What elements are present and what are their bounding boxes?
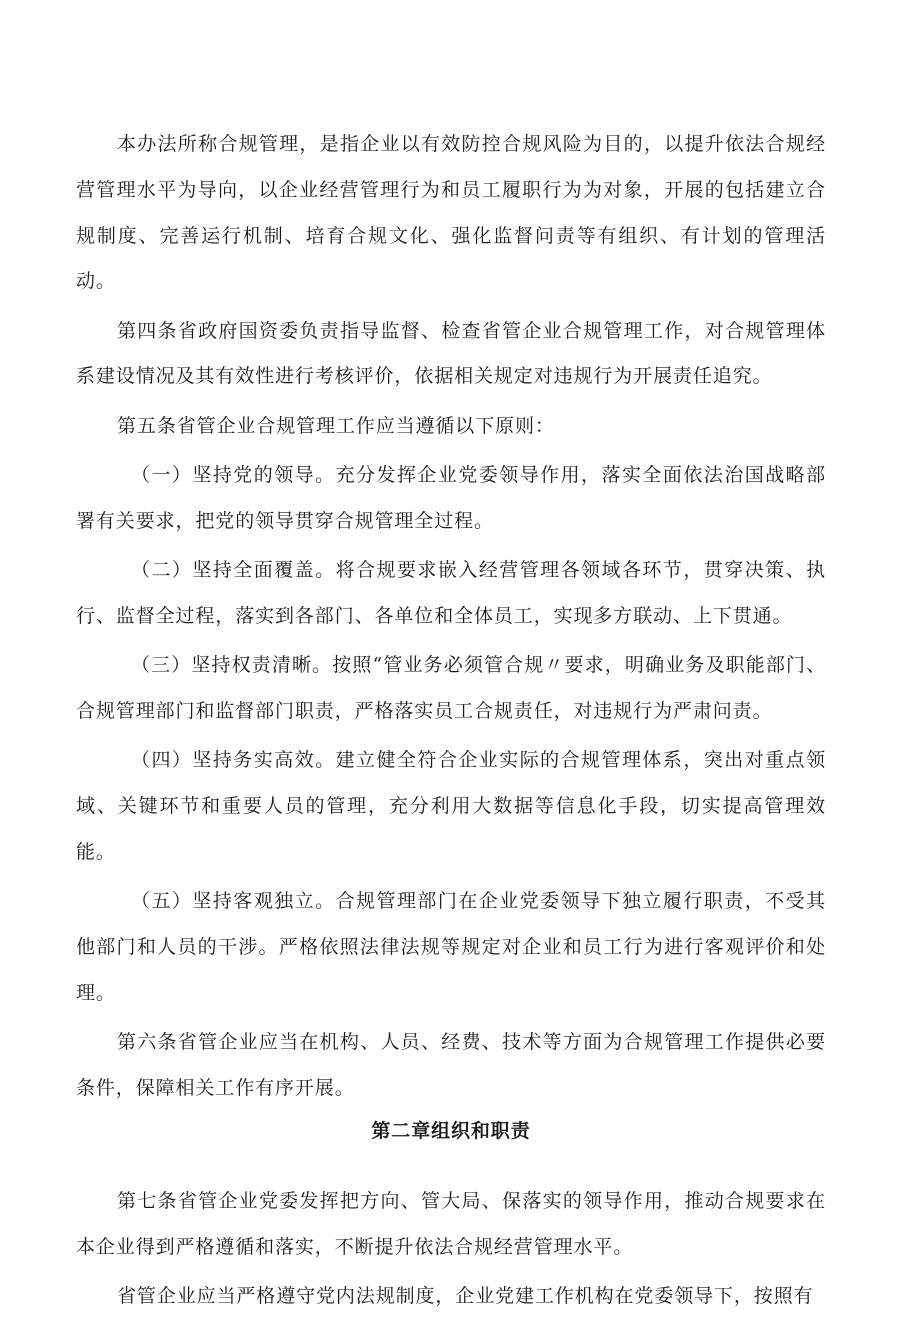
chapter-heading: 第二章组织和职责 [371, 1120, 531, 1143]
document-body [76, 122, 826, 1324]
paragraph-article-4: 第四条省政府国资委负责指导监督、检查省管企业合规管理工作，对合规管理体系建设情况及其有效性进行考核评价，依据相关规定对违规行为开展责任追究。 [76, 319, 826, 388]
paragraph-principle-5: （五）坚持客观独立。合规管理部门在企业党委领导下独立履行职责，不受其他部门和人员的干涉。严格依照法律法规等规定对企业和员工行为进行客观评价和处理。 [76, 890, 826, 1004]
paragraph-party-rules: 省管企业应当严格遵守党内法规制度，企业党建工作机构在党委领导下，按照有 [117, 1285, 814, 1308]
paragraph-article-5: 第五条省管企业合规管理工作应当遵循以下原则： [117, 414, 555, 437]
paragraph-principle-1: （一）坚持党的领导。充分发挥企业党委领导作用，落实全面依法治国战略部署有关要求，把党的领导贯穿合规管理全过程。 [76, 464, 826, 532]
paragraph-principle-3: （三）坚持权责清晰。按照“管业务必须管合规〃要求，明确业务及职能部门、合规管理部门和监督部门职责，严格落实员工合规责任，对违规行为严肃问责。 [76, 654, 826, 723]
paragraph-compliance-definition: 本办法所称合规管理，是指企业以有效防控合规风险为目的，以提升依法合规经营管理水平为导向，以企业经营管理行为和员工履职行为为对象，开展的包括建立合规制度、完善运行机制、培育合规文化、强化监督问责等有组织、有计划的管理活动。 [76, 133, 826, 293]
paragraph-article-6: 第六条省管企业应当在机构、人员、经费、技术等方面为合规管理工作提供必要条件，保障相关工作有序开展。 [76, 1031, 826, 1099]
paragraph-article-7: 第七条省管企业党委发挥把方向、管大局、保落实的领导作用，推动合规要求在本企业得到严格遵循和落实，不断提升依法合规经营管理水平。 [76, 1190, 826, 1259]
paragraph-principle-2: （二）坚持全面覆盖。将合规要求嵌入经营管理各领域各环节，贯穿决策、执行、监督全过程，落实到各部门、各单位和全体员工，实现多方联动、上下贯通。 [76, 559, 826, 627]
paragraph-principle-4: （四）坚持务实高效。建立健全符合企业实际的合规管理体系，突出对重点领域、关键环节和重要人员的管理，充分利用大数据等信息化手段，切实提高管理效能。 [76, 749, 826, 863]
